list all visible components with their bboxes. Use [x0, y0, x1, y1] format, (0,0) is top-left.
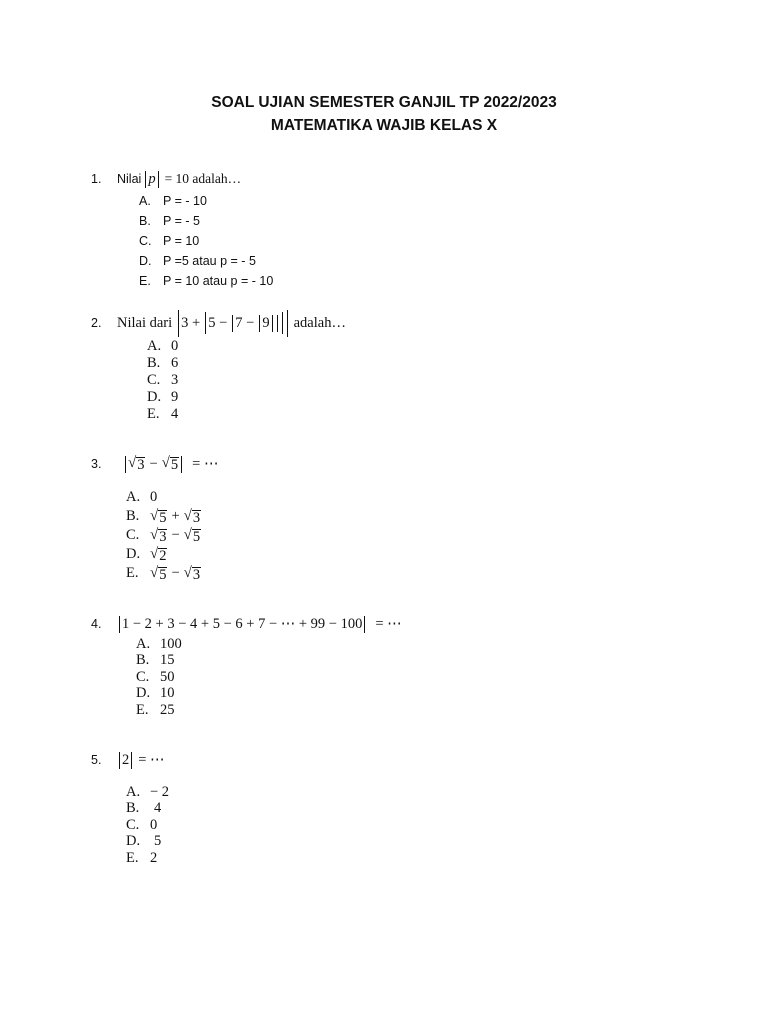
expr-part: 9 [262, 314, 270, 331]
sqrt-value: √ 3 [183, 507, 201, 526]
abs-bar [119, 616, 120, 633]
sqrt-3: √ 3 [128, 455, 145, 473]
question-suffix: adalah… [293, 314, 346, 331]
option-text: 0 [171, 338, 179, 354]
option-label: A. [126, 783, 141, 800]
question-number: 4. [91, 617, 102, 631]
option-text: 4 [171, 406, 179, 422]
option-text: 9 [171, 389, 179, 405]
question-2 [91, 308, 731, 423]
abs-bar [131, 752, 132, 769]
option-label: B. [126, 800, 140, 817]
option-label: C. [126, 527, 140, 543]
abs-bar [119, 752, 120, 769]
option-operator: + [171, 508, 180, 524]
option-b[interactable] [147, 355, 731, 372]
option-text: 0 [150, 816, 158, 833]
abs-bar [125, 456, 126, 473]
option-label: E. [136, 701, 149, 718]
option-d[interactable] [126, 545, 731, 564]
option-label: B. [136, 652, 150, 669]
abs-inner: 2 [122, 751, 130, 768]
option-text: 15 [160, 652, 175, 669]
option-c[interactable] [139, 231, 731, 251]
option-e[interactable] [126, 564, 731, 583]
question-expression: 1 − 2 + 3 − 4 + 5 − 6 + 7 − ⋯ + 99 − 100 [122, 615, 363, 632]
options-list [126, 488, 731, 583]
variable-p: p [148, 170, 156, 187]
option-e[interactable] [139, 271, 731, 291]
option-label: C. [139, 234, 152, 248]
option-b[interactable] [126, 507, 731, 526]
question-tail: = ⋯ [375, 615, 402, 632]
question-number: 2. [91, 316, 102, 330]
question-3-stem [91, 452, 731, 476]
option-text: 25 [160, 701, 175, 718]
exam-subtitle: MATEMATIKA WAJIB KELAS X [270, 117, 498, 134]
option-label: C. [126, 816, 140, 833]
option-label: A. [126, 489, 141, 505]
sqrt-value: √ 3 [183, 564, 201, 583]
abs-bar [178, 310, 179, 337]
option-e[interactable] [147, 406, 731, 423]
option-label: B. [139, 214, 151, 228]
option-a[interactable] [136, 636, 731, 653]
abs-bar [272, 315, 273, 332]
option-a[interactable] [139, 191, 731, 211]
option-label: A. [147, 338, 162, 354]
option-text: 3 [171, 372, 179, 388]
expr-part: 3 + [181, 314, 201, 331]
option-label: A. [136, 635, 151, 652]
option-operator: − [171, 527, 180, 543]
option-c[interactable] [126, 526, 731, 545]
option-text: 2 [150, 849, 158, 866]
option-d[interactable] [147, 389, 731, 406]
option-operator: − [171, 565, 180, 581]
option-label: D. [147, 389, 162, 405]
question-5 [91, 748, 731, 867]
option-text: 0 [150, 489, 158, 505]
option-label: C. [136, 668, 150, 685]
question-tail: = ⋯ [192, 455, 219, 472]
option-text: P = 10 atau p = - 10 [163, 274, 274, 288]
option-text: 10 [160, 685, 175, 702]
options-list [136, 636, 731, 719]
question-1-stem [91, 167, 731, 191]
option-text: 100 [160, 635, 182, 652]
option-text: P = - 5 [163, 214, 200, 228]
option-e[interactable] [136, 702, 731, 719]
option-label: C. [147, 372, 161, 388]
option-b[interactable] [136, 653, 731, 670]
options-list [126, 784, 731, 867]
sqrt-5: √ 5 [161, 455, 179, 473]
sqrt-value: √ 5 [183, 526, 201, 545]
options-list [147, 338, 731, 423]
option-label: B. [126, 508, 140, 524]
question-4 [91, 612, 731, 719]
option-label: D. [139, 254, 152, 268]
option-label: A. [139, 194, 151, 208]
option-text: 6 [171, 355, 179, 371]
option-text: 4 [154, 800, 162, 817]
option-d[interactable] [136, 686, 731, 703]
option-label: D. [136, 685, 151, 702]
abs-bar [287, 310, 288, 337]
abs-bar [277, 315, 278, 332]
minus-sign: − [149, 455, 158, 472]
option-label: D. [126, 546, 141, 562]
option-c[interactable] [147, 372, 731, 389]
question-prefix: Nilai dari [117, 314, 173, 331]
option-label: D. [126, 833, 141, 850]
option-e[interactable] [126, 850, 731, 867]
question-5-stem [91, 748, 731, 772]
question-1 [91, 167, 731, 291]
option-d[interactable] [139, 251, 731, 271]
option-b[interactable] [139, 211, 731, 231]
abs-bar [364, 616, 365, 633]
option-text: P = - 10 [163, 194, 207, 208]
option-a[interactable] [126, 488, 731, 507]
sqrt-value: √ 3 [150, 526, 167, 545]
expr-part: 7 − [235, 314, 255, 331]
sqrt-value: √ 5 [150, 507, 167, 526]
expr-part: 5 − [208, 314, 228, 331]
abs-bar [232, 315, 233, 332]
question-2-stem [91, 308, 731, 338]
question-3 [91, 452, 731, 583]
exam-title: SOAL UJIAN SEMESTER GANJIL TP 2022/2023 [211, 94, 557, 111]
question-number: 1. [91, 172, 102, 186]
question-prefix: Nilai [117, 172, 142, 186]
question-4-stem [91, 612, 731, 636]
option-label: B. [147, 355, 161, 371]
option-text: P = 10 [163, 234, 200, 248]
option-a[interactable] [126, 784, 731, 801]
question-number: 3. [91, 457, 102, 471]
option-label: E. [139, 274, 151, 288]
option-b[interactable] [126, 801, 731, 818]
abs-bar [145, 171, 146, 188]
option-c[interactable] [126, 817, 731, 834]
option-text: 50 [160, 668, 175, 685]
abs-bar [282, 312, 283, 334]
sqrt-value: √ 5 [150, 564, 167, 583]
abs-bar [205, 312, 206, 334]
option-text: 5 [154, 833, 162, 850]
option-text: − 2 [150, 783, 170, 800]
question-equals: = 10 adalah… [164, 171, 242, 186]
options-list [139, 191, 731, 291]
sqrt-value: √ 2 [150, 545, 167, 564]
abs-bar [181, 456, 182, 473]
option-label: E. [126, 565, 139, 581]
option-a[interactable] [147, 338, 731, 355]
option-text: P =5 atau p = - 5 [163, 254, 256, 268]
question-number: 5. [91, 753, 102, 767]
question-tail: = ⋯ [138, 751, 165, 768]
option-label: E. [147, 406, 160, 422]
option-d[interactable] [126, 834, 731, 851]
abs-bar [158, 171, 159, 188]
option-label: E. [126, 849, 139, 866]
abs-bar [259, 315, 260, 332]
option-c[interactable] [136, 669, 731, 686]
